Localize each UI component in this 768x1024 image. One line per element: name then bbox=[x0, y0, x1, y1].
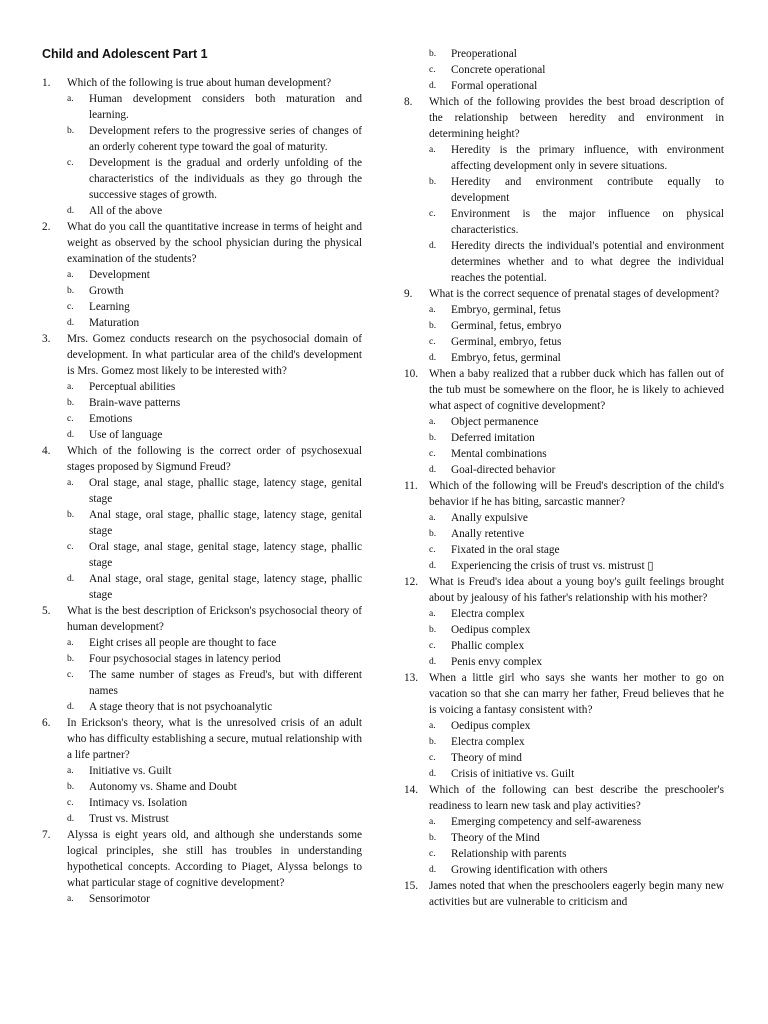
question bbox=[404, 878, 724, 910]
answer-option bbox=[429, 46, 724, 62]
answer-option bbox=[67, 779, 362, 795]
option-letter: b. bbox=[429, 833, 437, 843]
option-letter: a. bbox=[429, 145, 436, 155]
answer-option bbox=[429, 606, 724, 622]
question-text: James noted that when the preschoolers eagerly begin many new activities but are vulnerable to criticism and bbox=[429, 880, 724, 908]
option-letter: c. bbox=[429, 449, 436, 459]
question-text: What is Freud's idea about a young boy's guilt feelings brought about by jealousy of his father's relationship with his mother? bbox=[429, 576, 724, 604]
answer-option bbox=[429, 814, 724, 830]
answer-option bbox=[67, 811, 362, 827]
page-title: Child and Adolescent Part 1 bbox=[42, 47, 208, 61]
option-text: Intimacy vs. Isolation bbox=[89, 797, 188, 809]
option-letter: d. bbox=[67, 702, 75, 712]
option-text: Penis envy complex bbox=[451, 656, 542, 668]
answer-option bbox=[429, 622, 724, 638]
option-letter: a. bbox=[67, 894, 74, 904]
question-number: 4. bbox=[42, 445, 51, 457]
question-number: 11. bbox=[404, 480, 418, 492]
answer-option bbox=[429, 558, 724, 574]
option-text: Theory of mind bbox=[451, 752, 522, 764]
question-text: In Erickson's theory, what is the unresolved crisis of an adult who has difficulty establishing a secure, mutual relationship with a life partner? bbox=[67, 717, 362, 761]
question-text: When a little girl who says she wants her mother to go on vacation so that she can marry her father, Freud believes that he is voicing a fantasy consistent with? bbox=[429, 672, 724, 716]
option-letter: d. bbox=[429, 353, 437, 363]
answer-option bbox=[429, 430, 724, 446]
option-letter: a. bbox=[429, 513, 436, 523]
option-letter: d. bbox=[429, 769, 437, 779]
option-text: All of the above bbox=[89, 205, 163, 217]
option-text: Heredity and environment contribute equally to development bbox=[451, 176, 724, 204]
option-text: Development is the gradual and orderly unfolding of the characteristics of the individuals as they go through the successive stages of growth. bbox=[89, 157, 362, 201]
question-number: 2. bbox=[42, 221, 51, 233]
option-letter: d. bbox=[429, 241, 437, 251]
question-text: Which of the following can best describe the preschooler's readiness to learn new task and play activities? bbox=[429, 784, 724, 812]
option-letter: b. bbox=[429, 433, 437, 443]
answer-option bbox=[67, 411, 362, 427]
option-text: Deferred imitation bbox=[451, 432, 535, 444]
option-letter: a. bbox=[429, 417, 436, 427]
answer-option bbox=[67, 571, 362, 603]
answer-option bbox=[67, 891, 362, 907]
question-number: 8. bbox=[404, 96, 413, 108]
answer-option bbox=[67, 91, 362, 123]
answer-option bbox=[67, 379, 362, 395]
option-letter: a. bbox=[67, 478, 74, 488]
answer-option bbox=[67, 475, 362, 507]
question bbox=[404, 670, 724, 718]
option-letter: c. bbox=[67, 414, 74, 424]
answer-option bbox=[429, 862, 724, 878]
question bbox=[404, 286, 724, 302]
option-letter: c. bbox=[67, 302, 74, 312]
option-letter: a. bbox=[429, 305, 436, 315]
answer-option bbox=[67, 539, 362, 571]
question-number: 5. bbox=[42, 605, 51, 617]
answer-option bbox=[429, 542, 724, 558]
answer-option bbox=[67, 203, 362, 219]
option-letter: a. bbox=[67, 94, 74, 104]
answer-option bbox=[67, 155, 362, 203]
option-letter: b. bbox=[67, 398, 75, 408]
option-text: Development bbox=[89, 269, 150, 281]
option-text: Anal stage, oral stage, genital stage, latency stage, phallic stage bbox=[89, 573, 362, 601]
option-text: Heredity directs the individual's potential and environment determines whether and to what degree the individual reaches the potential. bbox=[451, 240, 724, 284]
answer-option bbox=[67, 267, 362, 283]
question bbox=[42, 603, 362, 635]
right-column bbox=[404, 46, 724, 910]
option-text: Oedipus complex bbox=[451, 720, 531, 732]
answer-option bbox=[429, 62, 724, 78]
question-text: Which of the following is true about human development? bbox=[67, 77, 332, 89]
answer-option bbox=[67, 635, 362, 651]
option-letter: a. bbox=[429, 817, 436, 827]
option-letter: b. bbox=[67, 782, 75, 792]
option-text: Germinal, fetus, embryo bbox=[451, 320, 562, 332]
answer-option bbox=[67, 699, 362, 715]
question bbox=[42, 827, 362, 891]
option-letter: a. bbox=[67, 382, 74, 392]
question bbox=[42, 715, 362, 763]
option-letter: b. bbox=[429, 625, 437, 635]
option-text: Electra complex bbox=[451, 608, 525, 620]
answer-option bbox=[67, 123, 362, 155]
answer-option bbox=[429, 830, 724, 846]
answer-option bbox=[429, 302, 724, 318]
option-text: Emerging competency and self-awareness bbox=[451, 816, 642, 828]
option-letter: c. bbox=[429, 849, 436, 859]
question bbox=[404, 574, 724, 606]
left-column bbox=[42, 46, 362, 907]
option-letter: d. bbox=[67, 430, 75, 440]
option-text: Oral stage, anal stage, phallic stage, latency stage, genital stage bbox=[89, 477, 362, 505]
option-letter: c. bbox=[429, 545, 436, 555]
option-text: Initiative vs. Guilt bbox=[89, 765, 172, 777]
question bbox=[42, 219, 362, 267]
option-text: Emotions bbox=[89, 413, 133, 425]
option-letter: d. bbox=[67, 318, 75, 328]
answer-option bbox=[67, 427, 362, 443]
option-letter: b. bbox=[429, 737, 437, 747]
option-letter: c. bbox=[67, 158, 74, 168]
option-text: Goal-directed behavior bbox=[451, 464, 556, 476]
option-text: Embryo, fetus, germinal bbox=[451, 352, 561, 364]
option-letter: b. bbox=[67, 654, 75, 664]
option-text: Oedipus complex bbox=[451, 624, 531, 636]
question-number: 3. bbox=[42, 333, 51, 345]
option-letter: a. bbox=[67, 270, 74, 280]
answer-option bbox=[429, 766, 724, 782]
option-letter: c. bbox=[429, 209, 436, 219]
option-text: A stage theory that is not psychoanalytic bbox=[89, 701, 273, 713]
question bbox=[42, 75, 362, 91]
answer-option bbox=[429, 334, 724, 350]
question-number: 6. bbox=[42, 717, 51, 729]
option-letter: a. bbox=[67, 638, 74, 648]
question bbox=[42, 331, 362, 379]
option-text: Relationship with parents bbox=[451, 848, 567, 860]
option-text: Crisis of initiative vs. Guilt bbox=[451, 768, 575, 780]
option-letter: b. bbox=[429, 321, 437, 331]
answer-option bbox=[429, 750, 724, 766]
answer-option bbox=[429, 446, 724, 462]
question-number: 15. bbox=[404, 880, 419, 892]
option-text: The same number of stages as Freud's, but with different names bbox=[89, 669, 362, 697]
option-text: Theory of the Mind bbox=[451, 832, 540, 844]
answer-option bbox=[429, 414, 724, 430]
answer-option bbox=[67, 299, 362, 315]
option-text: Anal stage, oral stage, phallic stage, latency stage, genital stage bbox=[89, 509, 362, 537]
option-text: Learning bbox=[89, 301, 130, 313]
option-letter: b. bbox=[67, 286, 75, 296]
answer-option bbox=[429, 510, 724, 526]
answer-option bbox=[67, 651, 362, 667]
answer-option bbox=[429, 174, 724, 206]
option-letter: c. bbox=[429, 65, 436, 75]
answer-option bbox=[429, 526, 724, 542]
option-text: Autonomy vs. Shame and Doubt bbox=[89, 781, 237, 793]
question bbox=[404, 478, 724, 510]
question-text: What is the correct sequence of prenatal stages of development? bbox=[429, 288, 720, 300]
question-text: Which of the following will be Freud's description of the child's behavior if he has biting, sarcastic manner? bbox=[429, 480, 724, 508]
option-letter: b. bbox=[429, 177, 437, 187]
question-number: 1. bbox=[42, 77, 51, 89]
question-text: Alyssa is eight years old, and although she understands some logical principles, she still has troubles in understanding hypothetical concepts. According to Piaget, Alyssa belongs to what particular stage of cognitive development? bbox=[67, 829, 362, 889]
option-text: Trust vs. Mistrust bbox=[89, 813, 169, 825]
option-text: Environment is the major influence on physical characteristics. bbox=[451, 208, 724, 236]
option-text: Fixated in the oral stage bbox=[451, 544, 560, 556]
option-letter: b. bbox=[67, 510, 75, 520]
option-text: Four psychosocial stages in latency period bbox=[89, 653, 281, 665]
option-text: Formal operational bbox=[451, 80, 538, 92]
answer-option bbox=[429, 318, 724, 334]
option-text: Anally retentive bbox=[451, 528, 525, 540]
option-letter: d. bbox=[429, 81, 437, 91]
option-letter: d. bbox=[429, 465, 437, 475]
question-text: Mrs. Gomez conducts research on the psychosocial domain of development. In what particular area of the child's development is Mrs. Gomez most likely to be interested with? bbox=[67, 333, 362, 377]
option-text: Electra complex bbox=[451, 736, 525, 748]
option-text: Maturation bbox=[89, 317, 140, 329]
answer-option bbox=[429, 846, 724, 862]
answer-option bbox=[429, 238, 724, 286]
question-number: 13. bbox=[404, 672, 419, 684]
answer-option bbox=[67, 395, 362, 411]
option-letter: c. bbox=[67, 670, 74, 680]
option-letter: c. bbox=[429, 641, 436, 651]
answer-option bbox=[67, 507, 362, 539]
question-text: Which of the following provides the best broad description of the relationship between heredity and environment in determining height? bbox=[429, 96, 724, 140]
option-letter: a. bbox=[429, 721, 436, 731]
option-letter: c. bbox=[67, 542, 74, 552]
option-text: Phallic complex bbox=[451, 640, 525, 652]
question-number: 9. bbox=[404, 288, 413, 300]
option-text: Brain-wave patterns bbox=[89, 397, 181, 409]
option-letter: d. bbox=[67, 206, 75, 216]
answer-option bbox=[67, 795, 362, 811]
option-text: Sensorimotor bbox=[89, 893, 150, 905]
answer-option bbox=[429, 638, 724, 654]
answer-option bbox=[429, 142, 724, 174]
option-letter: d. bbox=[429, 561, 437, 571]
question-number: 10. bbox=[404, 368, 419, 380]
question-number: 12. bbox=[404, 576, 419, 588]
option-text: Human development considers both maturation and learning. bbox=[89, 93, 362, 121]
option-text: Perceptual abilities bbox=[89, 381, 176, 393]
answer-option bbox=[429, 206, 724, 238]
option-text: Preoperational bbox=[451, 48, 517, 60]
option-letter: b. bbox=[67, 126, 75, 136]
option-text: Use of language bbox=[89, 429, 163, 441]
option-text: Germinal, embryo, fetus bbox=[451, 336, 562, 348]
answer-option bbox=[429, 78, 724, 94]
answer-option bbox=[67, 667, 362, 699]
answer-option bbox=[429, 654, 724, 670]
option-text: Growth bbox=[89, 285, 124, 297]
question bbox=[404, 366, 724, 414]
answer-option bbox=[67, 315, 362, 331]
option-letter: c. bbox=[67, 798, 74, 808]
option-text: Concrete operational bbox=[451, 64, 546, 76]
option-letter: d. bbox=[429, 865, 437, 875]
question bbox=[404, 94, 724, 142]
option-text: Experiencing the crisis of trust vs. mistrust ▯ bbox=[451, 560, 654, 572]
option-text: Oral stage, anal stage, genital stage, latency stage, phallic stage bbox=[89, 541, 362, 569]
option-letter: d. bbox=[67, 814, 75, 824]
option-text: Object permanence bbox=[451, 416, 539, 428]
answer-option bbox=[429, 462, 724, 478]
option-letter: b. bbox=[429, 529, 437, 539]
question-text: When a baby realized that a rubber duck which has fallen out of the tub must be somewhere on the floor, he is likely to achieved what aspect of cognitive development? bbox=[429, 368, 724, 412]
answer-option bbox=[67, 763, 362, 779]
question-number: 14. bbox=[404, 784, 419, 796]
question bbox=[404, 782, 724, 814]
option-text: Mental combinations bbox=[451, 448, 547, 460]
answer-option bbox=[429, 718, 724, 734]
answer-option bbox=[429, 350, 724, 366]
answer-option bbox=[67, 283, 362, 299]
option-text: Embryo, germinal, fetus bbox=[451, 304, 561, 316]
question-number: 7. bbox=[42, 829, 51, 841]
option-text: Development refers to the progressive series of changes of an orderly coherent type toward the goal of maturity. bbox=[89, 125, 362, 153]
option-text: Heredity is the primary influence, with environment affecting development only in severe situations. bbox=[451, 144, 724, 172]
option-text: Growing identification with others bbox=[451, 864, 608, 876]
option-letter: d. bbox=[67, 574, 75, 584]
question-text: What is the best description of Erickson's psychosocial theory of human development? bbox=[67, 605, 362, 633]
question-text: What do you call the quantitative increase in terms of height and weight as observed by the school physician during the physical examination of the students? bbox=[67, 221, 362, 265]
option-letter: a. bbox=[429, 609, 436, 619]
option-text: Anally expulsive bbox=[451, 512, 528, 524]
option-text: Eight crises all people are thought to face bbox=[89, 637, 277, 649]
question-text: Which of the following is the correct order of psychosexual stages proposed by Sigmund Freud? bbox=[67, 445, 362, 473]
option-letter: d. bbox=[429, 657, 437, 667]
answer-option bbox=[429, 734, 724, 750]
option-letter: a. bbox=[67, 766, 74, 776]
option-letter: b. bbox=[429, 49, 437, 59]
option-letter: c. bbox=[429, 753, 436, 763]
question bbox=[42, 443, 362, 475]
option-letter: c. bbox=[429, 337, 436, 347]
